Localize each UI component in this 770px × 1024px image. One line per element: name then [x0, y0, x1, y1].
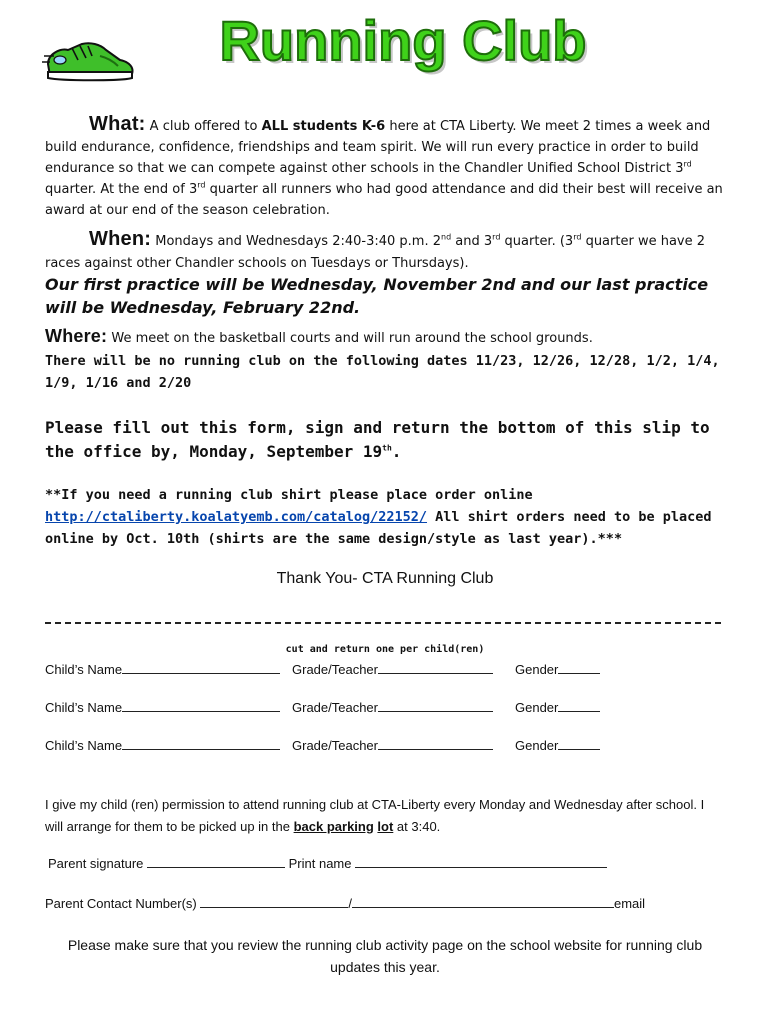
when-label: When:: [89, 228, 152, 250]
shirt-notice: [45, 484, 735, 550]
practice-dates: Our first practice will be Wednesday, November 2nd and our last practice will be Wednesday, February 22nd.: [45, 275, 709, 317]
form-notice-text: Please fill out this form, sign and return the bottom of this slip to the office by, Monday, September 19: [45, 418, 710, 461]
contact-row: [45, 895, 645, 911]
grade-teacher-blank[interactable]: [378, 661, 493, 674]
what-text: quarter. At the end of 3: [45, 182, 198, 197]
print-name-blank[interactable]: [355, 855, 607, 868]
what-text: A club offered to: [145, 119, 262, 134]
child-name-blank[interactable]: [122, 737, 280, 750]
print-name-label: Print name: [285, 856, 356, 871]
ordinal-suffix: rd: [197, 180, 206, 190]
shirt-order-link[interactable]: http://ctaliberty.koalatyemb.com/catalog/22152/: [45, 509, 428, 525]
when-text: and 3: [451, 234, 493, 249]
gender-blank[interactable]: [558, 661, 600, 674]
gender-label: Gender: [515, 738, 559, 753]
signature-row: [48, 855, 607, 871]
permission-emphasis: back parking: [293, 819, 374, 834]
cut-line-divider: [45, 622, 721, 624]
contact-separator: /: [348, 896, 352, 911]
gender-field: [515, 699, 600, 715]
permission-statement: [45, 794, 725, 838]
ordinal-suffix: nd: [441, 232, 452, 242]
gender-label: Gender: [515, 662, 559, 677]
parent-signature-blank[interactable]: [147, 855, 285, 868]
contact-number-label: Parent Contact Number(s): [45, 896, 201, 911]
parent-signature-label: Parent signature: [48, 856, 148, 871]
ordinal-suffix: rd: [573, 232, 582, 242]
grade-teacher-label: Grade/Teacher: [292, 662, 378, 677]
child-name-label: Child’s Name: [45, 700, 123, 715]
child-name-field: [45, 699, 280, 715]
shirt-text: All shirt orders need to be placed online by Oct. 10th (shirts are the same design/style as last year).***: [45, 509, 712, 547]
ordinal-suffix: rd: [492, 232, 501, 242]
thank-you-line: Thank You- CTA Running Club: [276, 570, 494, 587]
when-text: Mondays and Wednesdays 2:40-3:40 p.m. 2: [151, 234, 442, 249]
child-name-field: [45, 661, 280, 677]
shirt-text: **If you need a running club shirt please place order online: [45, 487, 533, 503]
page-title: Running Club: [219, 9, 587, 72]
child-name-label: Child’s Name: [45, 662, 123, 677]
email-label: email: [613, 896, 646, 911]
gender-blank[interactable]: [558, 737, 600, 750]
when-text: quarter. (3: [500, 234, 574, 249]
form-notice: [45, 416, 735, 464]
running-shoe-icon: [42, 34, 138, 84]
form-notice-text: .: [391, 442, 402, 461]
grade-teacher-field: [292, 699, 493, 715]
what-bold-text: ALL students K-6: [261, 119, 386, 134]
grade-teacher-label: Grade/Teacher: [292, 738, 378, 753]
what-text: quarter all runners who had good attendance and did their best will receive an award at our end of the season celebration.: [45, 182, 723, 218]
gender-field: [515, 737, 600, 753]
permission-text: I give my child (ren) permission to attend running club at CTA-Liberty every Monday and Wednesday after school. I will arrange for them to be picked up in the: [45, 797, 705, 834]
grade-teacher-field: [292, 737, 493, 753]
email-blank[interactable]: [352, 895, 614, 908]
ordinal-suffix: rd: [683, 159, 692, 169]
where-paragraph: [45, 325, 735, 350]
where-text: We meet on the basketball courts and will run around the school grounds.: [107, 331, 593, 346]
grade-teacher-field: [292, 661, 493, 677]
cut-label: cut and return one per child(ren): [285, 644, 485, 655]
gender-label: Gender: [515, 700, 559, 715]
when-text: quarter we have 2 races against other Chandler schools on Tuesdays or Thursdays).: [45, 234, 706, 271]
ordinal-suffix: th: [382, 443, 392, 453]
child-name-blank[interactable]: [122, 699, 280, 712]
grade-teacher-label: Grade/Teacher: [292, 700, 378, 715]
no-club-dates: There will be no running club on the following dates 11/23, 12/26, 12/28, 1/2, 1/4, 1/9, 1/16 and 2/20: [45, 353, 720, 391]
permission-text: at 3:40.: [393, 819, 441, 834]
grade-teacher-blank[interactable]: [378, 699, 493, 712]
when-paragraph: [45, 228, 735, 275]
what-label: What:: [89, 113, 146, 135]
contact-number-blank[interactable]: [200, 895, 348, 908]
grade-teacher-blank[interactable]: [378, 737, 493, 750]
gender-field: [515, 661, 600, 677]
where-label: Where:: [45, 326, 108, 346]
footer-note: Please make sure that you review the running club activity page on the school website for running club updates this year.: [67, 937, 703, 975]
child-name-blank[interactable]: [122, 661, 280, 674]
what-text: here at CTA Liberty. We meet 2 times a week and build endurance, confidence, friendships and team spirit. We will run every practice in order to build endurance so that we can compete against other schools in the Chandler Unified School District 3: [45, 119, 711, 176]
what-paragraph: [45, 114, 735, 221]
permission-emphasis: lot: [377, 819, 394, 834]
child-name-label: Child’s Name: [45, 738, 123, 753]
child-name-field: [45, 737, 280, 753]
gender-blank[interactable]: [558, 699, 600, 712]
